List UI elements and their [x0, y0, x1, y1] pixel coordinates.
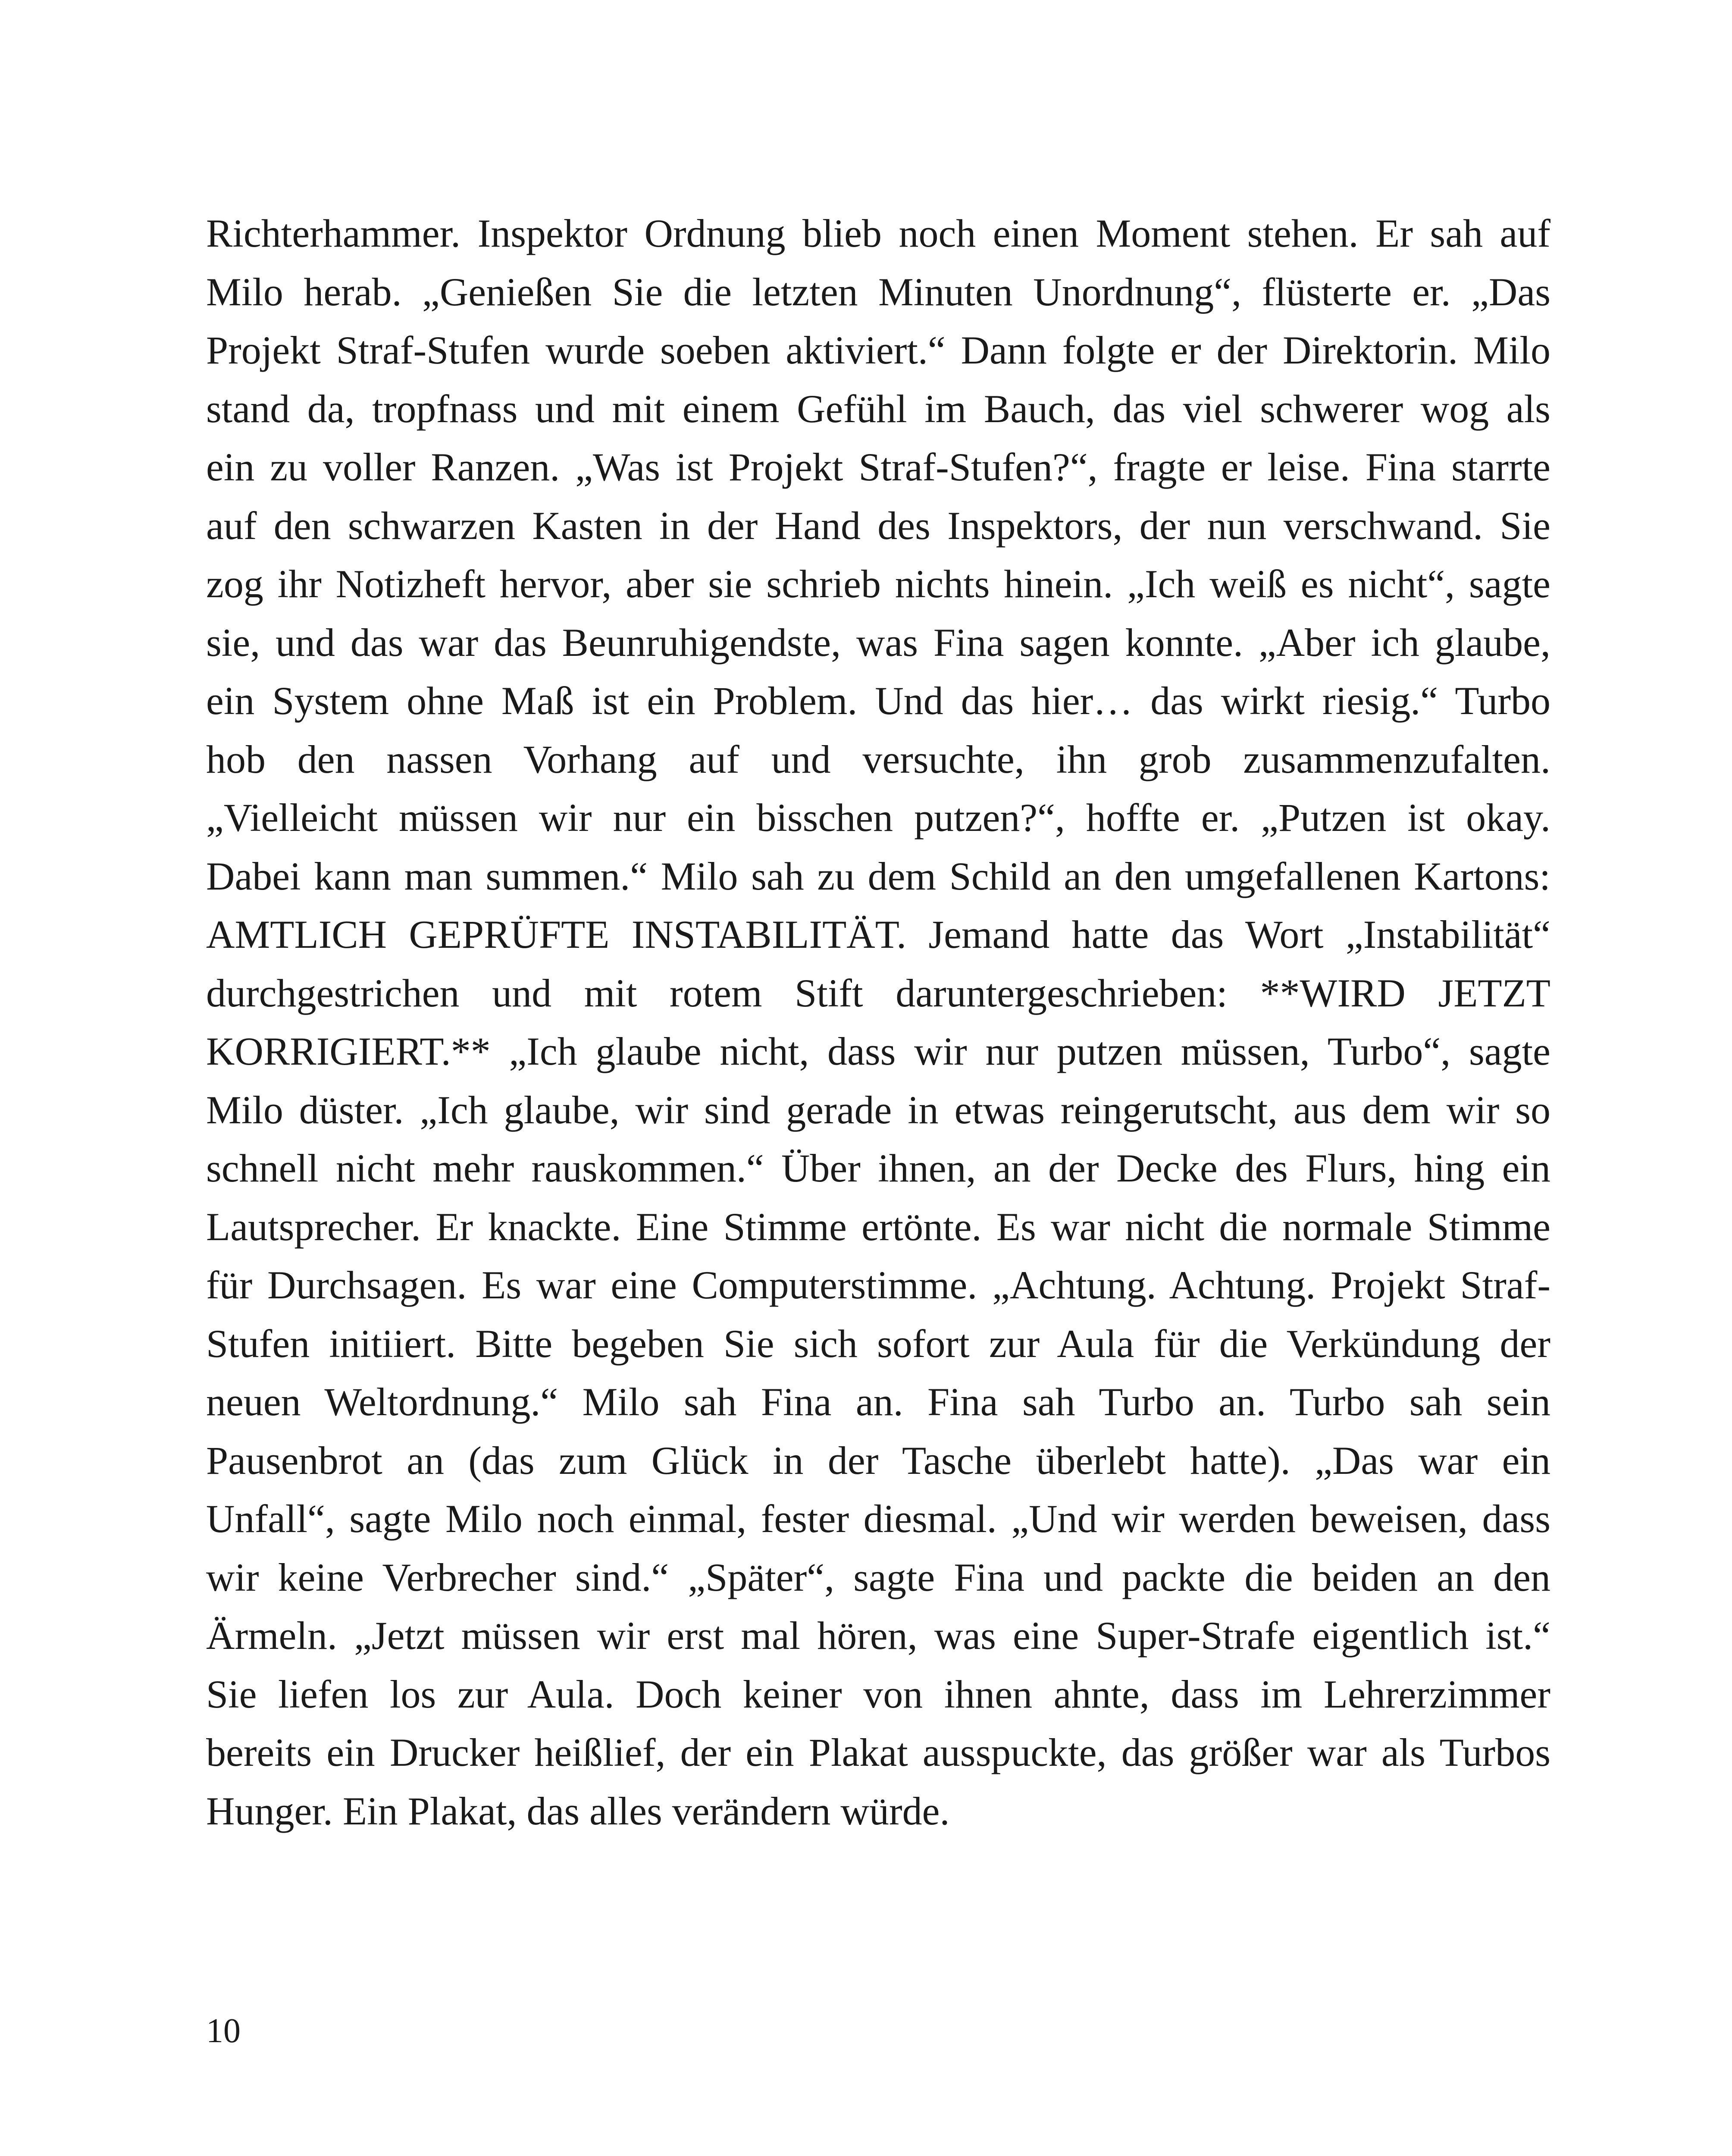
page-number: 10: [206, 2012, 241, 2050]
text-line: zog ihr Notizheft hervor, aber sie schrieb nichts hinein. „Ich weiß es nicht“, sagte: [206, 562, 1550, 606]
text-line: Pausenbrot an (das zum Glück in der Tasche überlebt hatte). „Das war ein: [206, 1438, 1550, 1482]
text-line: „Vielleicht müssen wir nur ein bisschen putzen?“, hoffte er. „Putzen ist okay.: [206, 796, 1550, 840]
text-line: durchgestrichen und mit rotem Stift daruntergeschrieben: **WIRD JETZT: [206, 971, 1550, 1015]
text-line: KORRIGIERT.** „Ich glaube nicht, dass wir nur putzen müssen, Turbo“, sagte: [206, 1029, 1550, 1073]
text-line: auf den schwarzen Kasten in der Hand des Inspektors, der nun verschwand. Sie: [206, 503, 1550, 548]
text-line: für Durchsagen. Es war eine Computerstimme. „Achtung. Achtung. Projekt Straf-: [206, 1263, 1550, 1307]
text-line: hob den nassen Vorhang auf und versuchte, ihn grob zusammenzufalten.: [206, 737, 1550, 781]
text-line: bereits ein Drucker heißlief, der ein Plakat ausspuckte, das größer war als Turbos: [206, 1730, 1550, 1774]
text-line: stand da, tropfnass und mit einem Gefühl im Bauch, das viel schwerer wog als: [206, 386, 1550, 431]
body-text: [206, 204, 1550, 1840]
text-line: neuen Weltordnung.“ Milo sah Fina an. Fina sah Turbo an. Turbo sah sein: [206, 1380, 1550, 1424]
text-line: Richterhammer. Inspektor Ordnung blieb noch einen Moment stehen. Er sah auf: [206, 211, 1550, 255]
text-line: ein System ohne Maß ist ein Problem. Und das hier… das wirkt riesig.“ Turbo: [206, 679, 1550, 723]
text-line: Stufen initiiert. Bitte begeben Sie sich sofort zur Aula für die Verkündung der: [206, 1321, 1550, 1366]
text-line: schnell nicht mehr rauskommen.“ Über ihnen, an der Decke des Flurs, hing ein: [206, 1146, 1550, 1190]
text-line: Dabei kann man summen.“ Milo sah zu dem Schild an den umgefallenen Kartons:: [206, 854, 1550, 898]
text-line: Lautsprecher. Er knackte. Eine Stimme ertönte. Es war nicht die normale Stimme: [206, 1204, 1550, 1249]
text-line: AMTLICH GEPRÜFTE INSTABILITÄT. Jemand hatte das Wort „Instabilität“: [206, 912, 1550, 956]
text-line: Unfall“, sagte Milo noch einmal, fester diesmal. „Und wir werden beweisen, dass: [206, 1497, 1550, 1541]
text-line: wir keine Verbrecher sind.“ „Später“, sagte Fina und packte die beiden an den: [206, 1555, 1550, 1599]
text-line: Sie liefen los zur Aula. Doch keiner von ihnen ahnte, dass im Lehrerzimmer: [206, 1672, 1550, 1716]
text-line: Milo herab. „Genießen Sie die letzten Minuten Unordnung“, flüsterte er. „Das: [206, 270, 1550, 314]
text-line: Ärmeln. „Jetzt müssen wir erst mal hören, was eine Super-Strafe eigentlich ist.“: [206, 1614, 1550, 1658]
text-line: sie, und das war das Beunruhigendste, was Fina sagen konnte. „Aber ich glaube,: [206, 620, 1550, 664]
text-line: Projekt Straf-Stufen wurde soeben aktiviert.“ Dann folgte er der Direktorin. Milo: [206, 328, 1550, 372]
text-line: Milo düster. „Ich glaube, wir sind gerade in etwas reingerutscht, aus dem wir so: [206, 1087, 1550, 1132]
text-line: ein zu voller Ranzen. „Was ist Projekt Straf-Stufen?“, fragte er leise. Fina starrte: [206, 445, 1550, 489]
text-line-last: Hunger. Ein Plakat, das alles verändern würde.: [206, 1789, 950, 1833]
